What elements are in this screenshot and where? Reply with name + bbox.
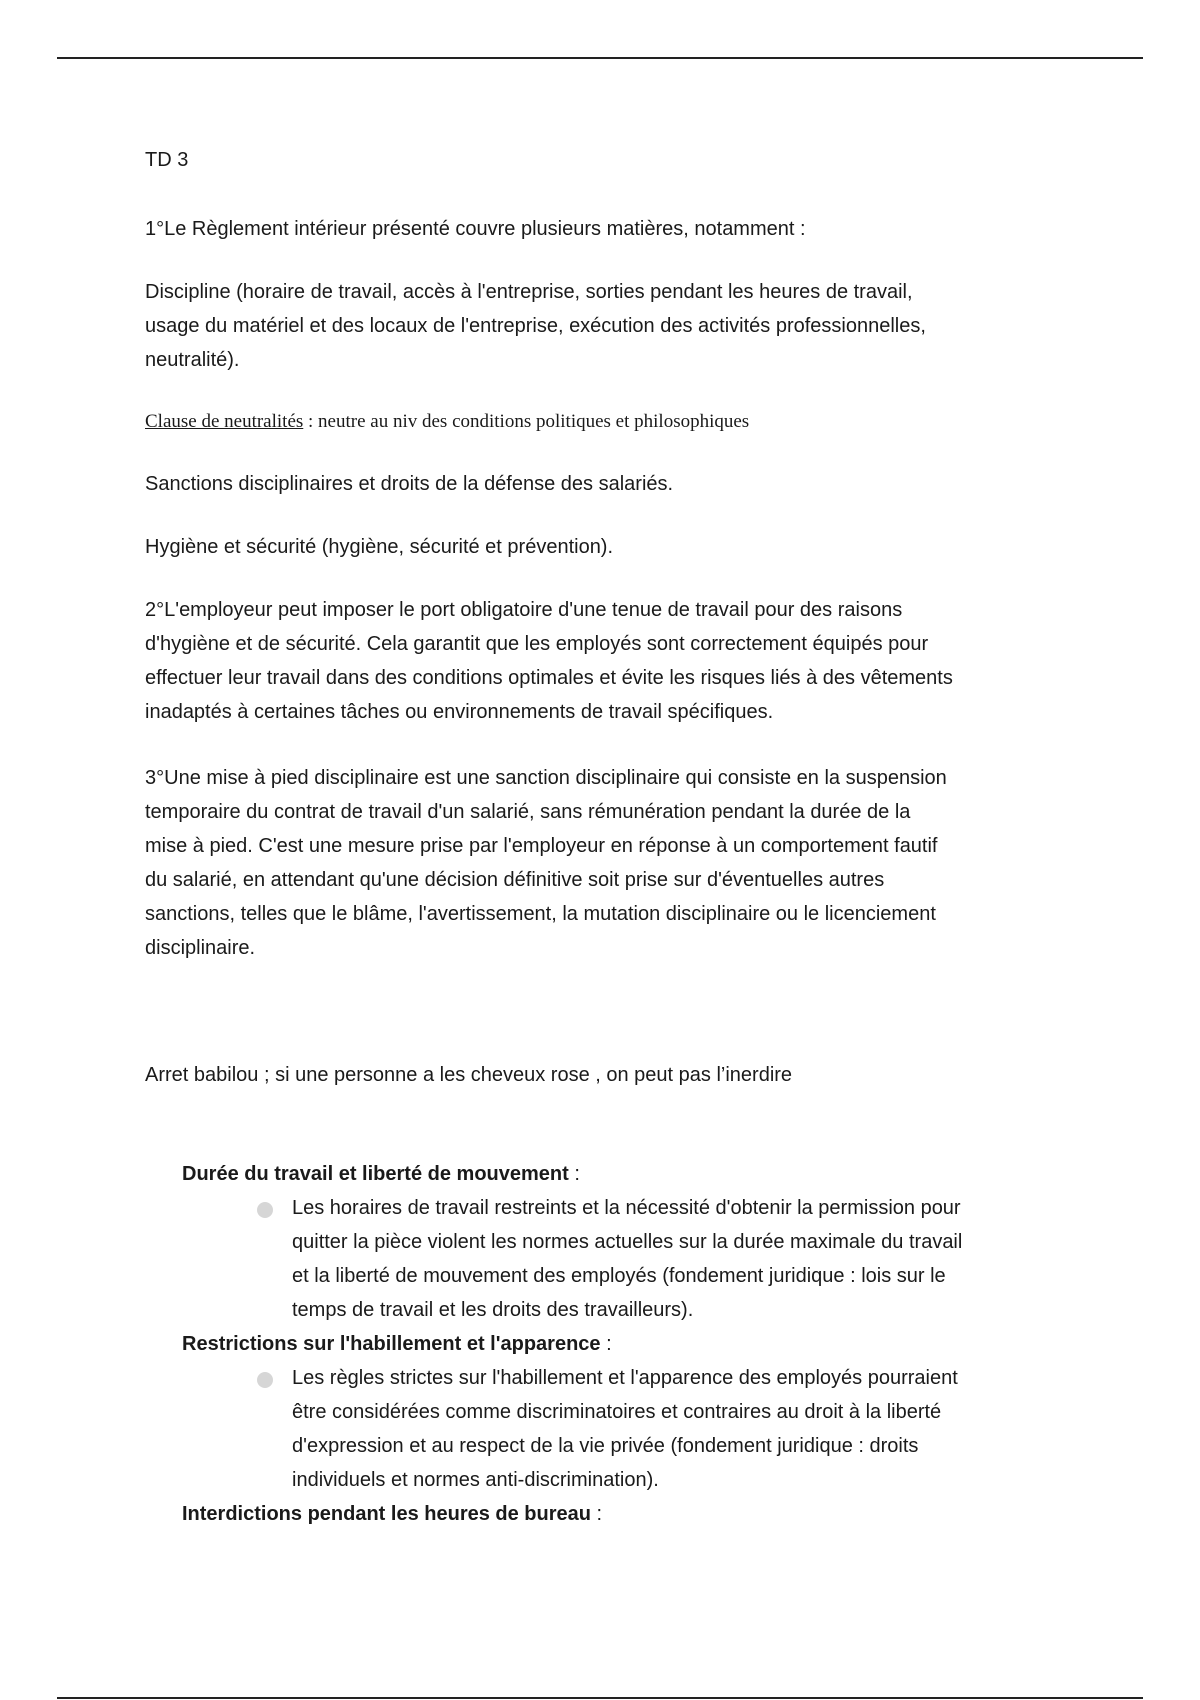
clause-label: Clause de neutralités bbox=[145, 411, 304, 432]
section-heading-suffix: : bbox=[568, 1163, 580, 1185]
clause-text: : neutre au niv des conditions politiques et philosophiques bbox=[303, 411, 750, 432]
document-title: TD 3 bbox=[145, 149, 189, 171]
section-heading-text: Interdictions pendant les heures de bureau bbox=[182, 1503, 591, 1525]
discipline-line: neutralité). bbox=[145, 349, 240, 371]
q3-line: du salarié, en attendant qu'une décision définitive soit prise sur d'éventuelles autres bbox=[145, 869, 885, 891]
section-heading-text: Durée du travail et liberté de mouvement bbox=[182, 1163, 569, 1185]
section-heading-interdictions bbox=[182, 1497, 602, 1531]
q1-intro: 1°Le Règlement intérieur présenté couvre plusieurs matières, notamment : bbox=[145, 218, 806, 240]
bullet-icon bbox=[257, 1372, 273, 1388]
q2-line: effectuer leur travail dans des conditions optimales et évite les risques liés à des vêtements bbox=[145, 667, 953, 689]
bullet-line: Les horaires de travail restreints et la nécessité d'obtenir la permission pour bbox=[292, 1197, 961, 1219]
section-heading-habillement bbox=[182, 1327, 612, 1361]
q3-line: mise à pied. C'est une mesure prise par l'employeur en réponse à un comportement fautif bbox=[145, 835, 938, 857]
section-heading-suffix: : bbox=[600, 1333, 612, 1355]
q3-line: sanctions, telles que le blâme, l'avertissement, la mutation disciplinaire ou le licenciement bbox=[145, 903, 936, 925]
neutrality-clause bbox=[145, 405, 749, 439]
top-divider bbox=[57, 57, 1143, 59]
q3-line: temporaire du contrat de travail d'un salarié, sans rémunération pendant la durée de la bbox=[145, 801, 911, 823]
hygiene-line: Hygiène et sécurité (hygiène, sécurité et prévention). bbox=[145, 536, 614, 558]
sanctions-line: Sanctions disciplinaires et droits de la défense des salariés. bbox=[145, 473, 674, 495]
q2-line: inadaptés à certaines tâches ou environnements de travail spécifiques. bbox=[145, 701, 774, 723]
discipline-line: Discipline (horaire de travail, accès à l'entreprise, sorties pendant les heures de travail, bbox=[145, 281, 913, 303]
bullet-icon bbox=[257, 1202, 273, 1218]
bottom-divider bbox=[57, 1697, 1143, 1699]
section-heading-text: Restrictions sur l'habillement et l'apparence bbox=[182, 1333, 601, 1355]
q2-line: d'hygiène et de sécurité. Cela garantit que les employés sont correctement équipés pour bbox=[145, 633, 929, 655]
arret-note: Arret babilou ; si une personne a les cheveux rose , on peut pas l’inerdire bbox=[145, 1064, 793, 1086]
q2-line: 2°L'employeur peut imposer le port obligatoire d'une tenue de travail pour des raisons bbox=[145, 599, 903, 621]
bullet-line: individuels et normes anti-discrimination). bbox=[292, 1469, 659, 1491]
bullet-line: et la liberté de mouvement des employés (fondement juridique : lois sur le bbox=[292, 1265, 946, 1287]
q3-line: 3°Une mise à pied disciplinaire est une sanction disciplinaire qui consiste en la suspension bbox=[145, 767, 947, 789]
section-heading-suffix: : bbox=[590, 1503, 603, 1525]
bullet-line: être considérées comme discriminatoires et contraires au droit à la liberté bbox=[292, 1401, 942, 1423]
section-heading-duree bbox=[182, 1157, 580, 1191]
bullet-line: d'expression et au respect de la vie privée (fondement juridique : droits bbox=[292, 1435, 919, 1457]
bullet-line: Les règles strictes sur l'habillement et l'apparence des employés pourraient bbox=[292, 1367, 958, 1389]
q3-line: disciplinaire. bbox=[145, 937, 256, 959]
bullet-line: quitter la pièce violent les normes actuelles sur la durée maximale du travail bbox=[292, 1231, 963, 1253]
discipline-line: usage du matériel et des locaux de l'entreprise, exécution des activités professionnelles, bbox=[145, 315, 926, 337]
bullet-line: temps de travail et les droits des travailleurs). bbox=[292, 1299, 694, 1321]
